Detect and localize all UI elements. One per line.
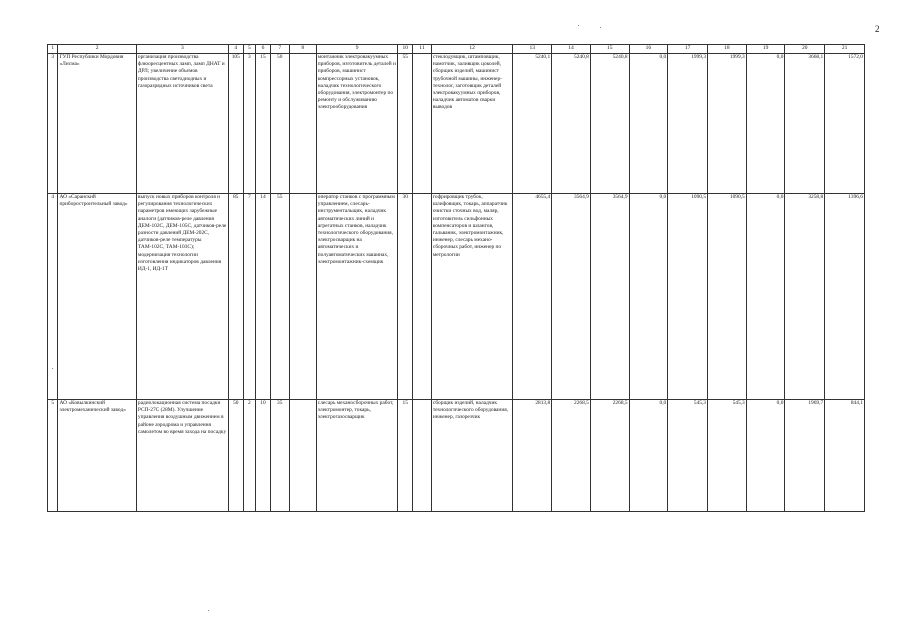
table-cell: 1969,7 xyxy=(785,400,825,512)
table-cell: 85 xyxy=(228,194,243,400)
table-cell: 5240,8 xyxy=(590,54,629,194)
table-cell: 30 xyxy=(398,194,413,400)
row-number: 3 xyxy=(48,54,58,194)
column-header: 10 xyxy=(398,45,413,54)
table-cell: 545,3 xyxy=(708,400,747,512)
enterprise-name: ГУП Республики Мордовия «Лисма» xyxy=(58,54,136,194)
column-header: 8 xyxy=(289,45,316,54)
column-header: 11 xyxy=(413,45,432,54)
table-cell xyxy=(413,54,432,194)
table-cell: 5240,8 xyxy=(552,54,591,194)
column-header: 9 xyxy=(316,45,398,54)
column-header: 17 xyxy=(668,45,708,54)
page-number: 2 xyxy=(875,24,880,34)
table-cell: 0,0 xyxy=(629,54,668,194)
table-cell xyxy=(289,400,316,512)
table-cell xyxy=(413,194,432,400)
table-cell: 3 xyxy=(243,54,256,194)
table-cell: 2813,8 xyxy=(513,400,552,512)
scan-speck xyxy=(578,25,579,26)
row-number: 5 xyxy=(48,400,58,512)
table-cell: 3564,9 xyxy=(552,194,591,400)
header-row xyxy=(48,45,865,54)
enterprise-name: АО «Саранский приборостроительный завод» xyxy=(58,194,136,400)
table-cell: 4655,4 xyxy=(513,194,552,400)
table-cell: 844,1 xyxy=(825,400,865,512)
table-cell: 50 xyxy=(270,54,289,194)
table-cell: 0,0 xyxy=(746,194,785,400)
table-cell xyxy=(413,400,432,512)
table-cell: 10 xyxy=(256,400,271,512)
table-cell: 0,0 xyxy=(629,194,668,400)
table-cell: 3258,8 xyxy=(785,194,825,400)
table-cell: 5240,1 xyxy=(513,54,552,194)
column-header: 16 xyxy=(629,45,668,54)
table-cell: 0,0 xyxy=(746,54,785,194)
project-description: выпуск новых приборов контроля и регулирования технологических параметров имеющих зарубежные аналоги (датчиков-реле давления ДЕМ-102С, ДЕМ-105С, датчиков-реле разности давлений ДЕМ-202С, датчиков-реле температуры ТАМ-102С, ТАМ-103С); модернизация технологии изготовления индикаторов давления ИД-1, ИД-1Т xyxy=(136,194,228,400)
table-cell xyxy=(289,194,316,400)
column-header: 13 xyxy=(513,45,552,54)
table-row xyxy=(48,194,865,400)
table-cell: 0,0 xyxy=(746,400,785,512)
professions-list: сборщик изделий, наладчик технологического оборудования, инженер, газорезчик xyxy=(431,400,513,512)
table-cell: 7 xyxy=(243,194,256,400)
row-number: 4 xyxy=(48,194,58,400)
column-header: 2 xyxy=(58,45,136,54)
column-header: 4 xyxy=(228,45,243,54)
table-cell: 1572,0 xyxy=(825,54,865,194)
table-cell: 1999,3 xyxy=(668,54,708,194)
professions-list: стеклодувщик, штамповщик, намотчик, заливщик цоколей, сборщик изделий, машинист трубочной машины, инженер-технолог, заготовщик деталей электровакуумных приборов, наладчик автоматов сварки выводов xyxy=(431,54,513,194)
table-cell: 0,0 xyxy=(629,400,668,512)
table-cell: 105 xyxy=(228,54,243,194)
scan-speck xyxy=(208,610,209,611)
table-cell: 1090,5 xyxy=(708,194,747,400)
column-header: 18 xyxy=(708,45,747,54)
table-cell: 14 xyxy=(256,194,271,400)
table-row xyxy=(48,54,865,194)
table-cell: 1999,3 xyxy=(708,54,747,194)
table-cell: 1396,6 xyxy=(825,194,865,400)
table-cell xyxy=(289,54,316,194)
column-header: 20 xyxy=(785,45,825,54)
professions-list: оператор станков с программным управлением, слесарь-инструментальщик, наладчик автоматических линий и агрегатных станков, наладчик технологического оборудования, электросварщик на автоматических и полуавтоматических машинах, электромонтажник-схемщик xyxy=(316,194,398,400)
table-cell: 3668,1 xyxy=(785,54,825,194)
project-description: организация производства флюоресцентных ламп, ламп ДНАТ и ДРЛ; увеличение объемов производства светодиодных и газоразрядных источников света xyxy=(136,54,228,194)
column-header: 7 xyxy=(270,45,289,54)
professions-list: слесарь механосборочных работ, электромонтер, токарь, электрогазосварщик xyxy=(316,400,398,512)
professions-list: монтажник электровакуумных приборов, изготовитель деталей и приборов, машинист компрессорных установок, наладчик технологического оборудования, электромонтер по ремонту и обслуживанию электрооборудования xyxy=(316,54,398,194)
table-row xyxy=(48,400,865,512)
column-header: 5 xyxy=(243,45,256,54)
table-cell: 2268,5 xyxy=(552,400,591,512)
column-header: 19 xyxy=(746,45,785,54)
table-cell: 1090,5 xyxy=(668,194,708,400)
column-header: 14 xyxy=(552,45,591,54)
column-header: 3 xyxy=(136,45,228,54)
table-cell: 2 xyxy=(243,400,256,512)
project-description: радиолокационная система посадки РСП-27С (28М). Улучшение управления воздушным движением в районе аэродрома и управления самолетом во время захода на посадку xyxy=(136,400,228,512)
scan-speck xyxy=(600,27,601,28)
data-table xyxy=(47,44,865,512)
column-header: 6 xyxy=(256,45,271,54)
column-header: 15 xyxy=(590,45,629,54)
table-cell: 55 xyxy=(270,194,289,400)
professions-list: гофрировщик трубок, шлифовщик, токарь, аппаратчик очистки сточных вод, маляр, изготовитель сильфонных компенсаторов и шлангов, гальваник, электромонтажник, инженер, слесарь механо-сборочных работ, инженер по метрологии xyxy=(431,194,513,400)
enterprise-name: АО «Ковылкинский электромеханический завод» xyxy=(58,400,136,512)
column-header: 12 xyxy=(431,45,513,54)
column-header: 21 xyxy=(825,45,865,54)
table-cell: 15 xyxy=(398,400,413,512)
table-cell: 50 xyxy=(228,400,243,512)
column-header: 1 xyxy=(48,45,58,54)
table-cell: 3564,9 xyxy=(590,194,629,400)
table-cell: 55 xyxy=(398,54,413,194)
table-cell: 35 xyxy=(270,400,289,512)
table-cell: 2268,5 xyxy=(590,400,629,512)
table-cell: 545,3 xyxy=(668,400,708,512)
table-cell: 15 xyxy=(256,54,271,194)
